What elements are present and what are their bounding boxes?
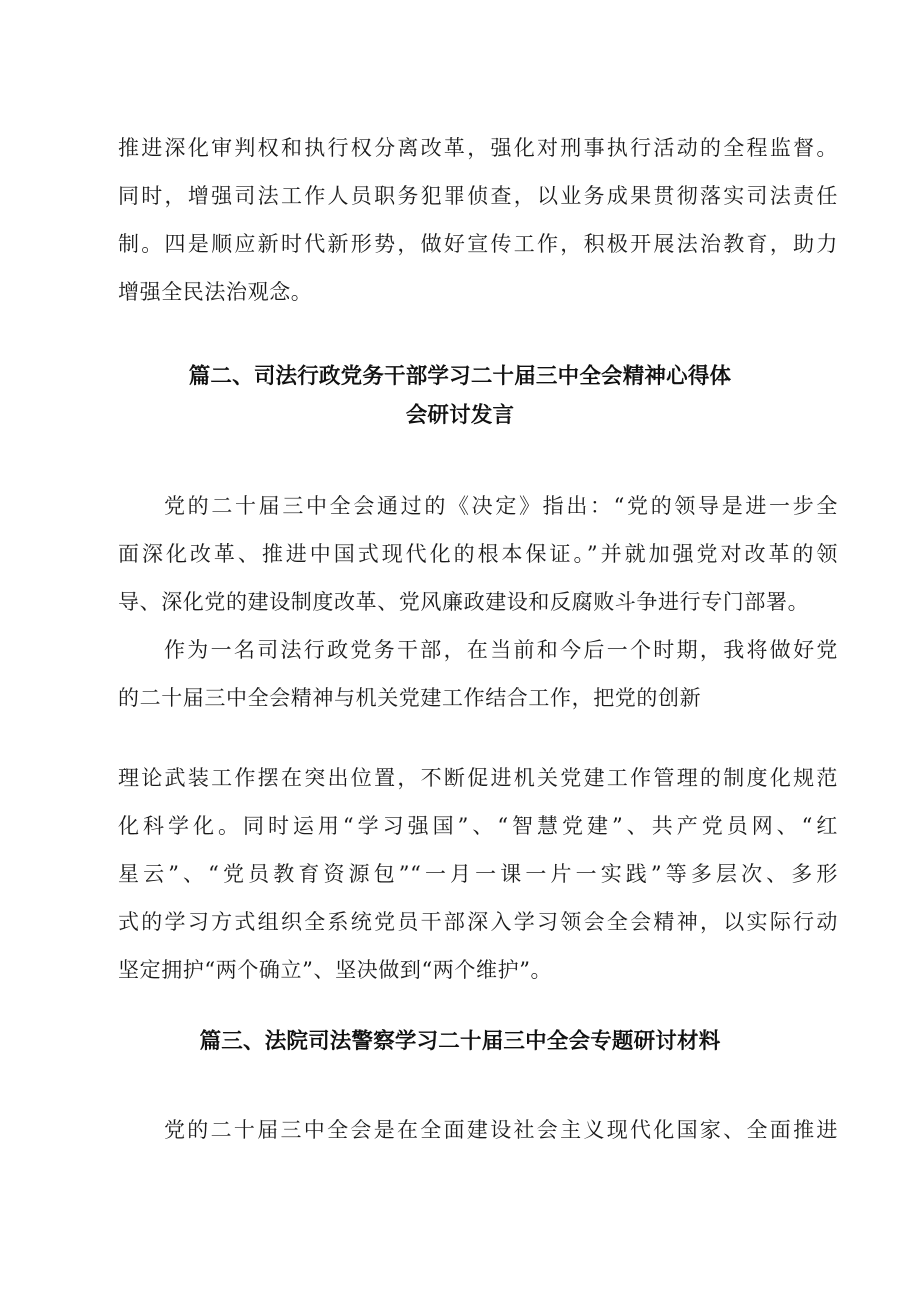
paragraph-line: 化科学化。同时运用“学习强国”、“智慧党建”、共产党员网、“红: [118, 814, 838, 838]
paragraph-line: 式的学习方式组织全系统党员干部深入学习领会全会精神，以实际行动: [118, 910, 838, 934]
section2-title-line: 篇二、司法行政党务干部学习二十届三中全会精神心得体: [188, 364, 732, 389]
paragraph-line: 星云”、“党员教育资源包”“一月一课一片一实践”等多层次、多形: [118, 862, 838, 886]
section2-paragraph-2: [118, 626, 838, 722]
section2-title: [0, 357, 920, 435]
paragraph-line: 导、深化党的建设制度改革、党风廉政建设和反腐败斗争进行专门部署。: [118, 590, 810, 614]
paragraph-line: 党的二十届三中全会通过的《决定》指出：“党的领导是进一步全: [164, 494, 838, 518]
paragraph-line: 作为一名司法行政党务干部，在当前和今后一个时期，我将做好党: [164, 638, 838, 662]
paragraph-line: 面深化改革、推进中国式现代化的根本保证。”并就加强党对改革的领: [118, 542, 838, 566]
section3-paragraph-1: [118, 1106, 838, 1154]
paragraph-line: 坚定拥护“两个确立”、坚决做到“两个维护”。: [118, 958, 553, 982]
section2-title-line: 会研讨发言: [405, 403, 515, 428]
paragraph-line: 理论武装工作摆在突出位置，不断促进机关党建工作管理的制度化规范: [118, 766, 838, 790]
paragraph-line: 制。四是顺应新时代新形势，做好宣传工作，积极开展法治教育，助力: [118, 232, 838, 256]
section3-title-line: 篇三、法院司法警察学习二十届三中全会专题研讨材料: [199, 1029, 721, 1054]
paragraph-line: 增强全民法治观念。: [118, 280, 313, 304]
paragraph-line: 的二十届三中全会精神与机关党建工作结合工作，把党的创新: [118, 686, 702, 710]
intro-paragraph: [118, 124, 838, 316]
paragraph-line: 党的二十届三中全会是在全面建设社会主义现代化国家、全面推进: [164, 1118, 838, 1142]
section3-title: [0, 1022, 920, 1061]
paragraph-line: 同时，增强司法工作人员职务犯罪侦查，以业务成果贯彻落实司法责任: [118, 184, 838, 208]
section2-paragraph-3: [118, 754, 838, 994]
paragraph-line: 推进深化审判权和执行权分离改革，强化对刑事执行活动的全程监督。: [118, 136, 838, 160]
section2-paragraph-1: [118, 482, 838, 626]
